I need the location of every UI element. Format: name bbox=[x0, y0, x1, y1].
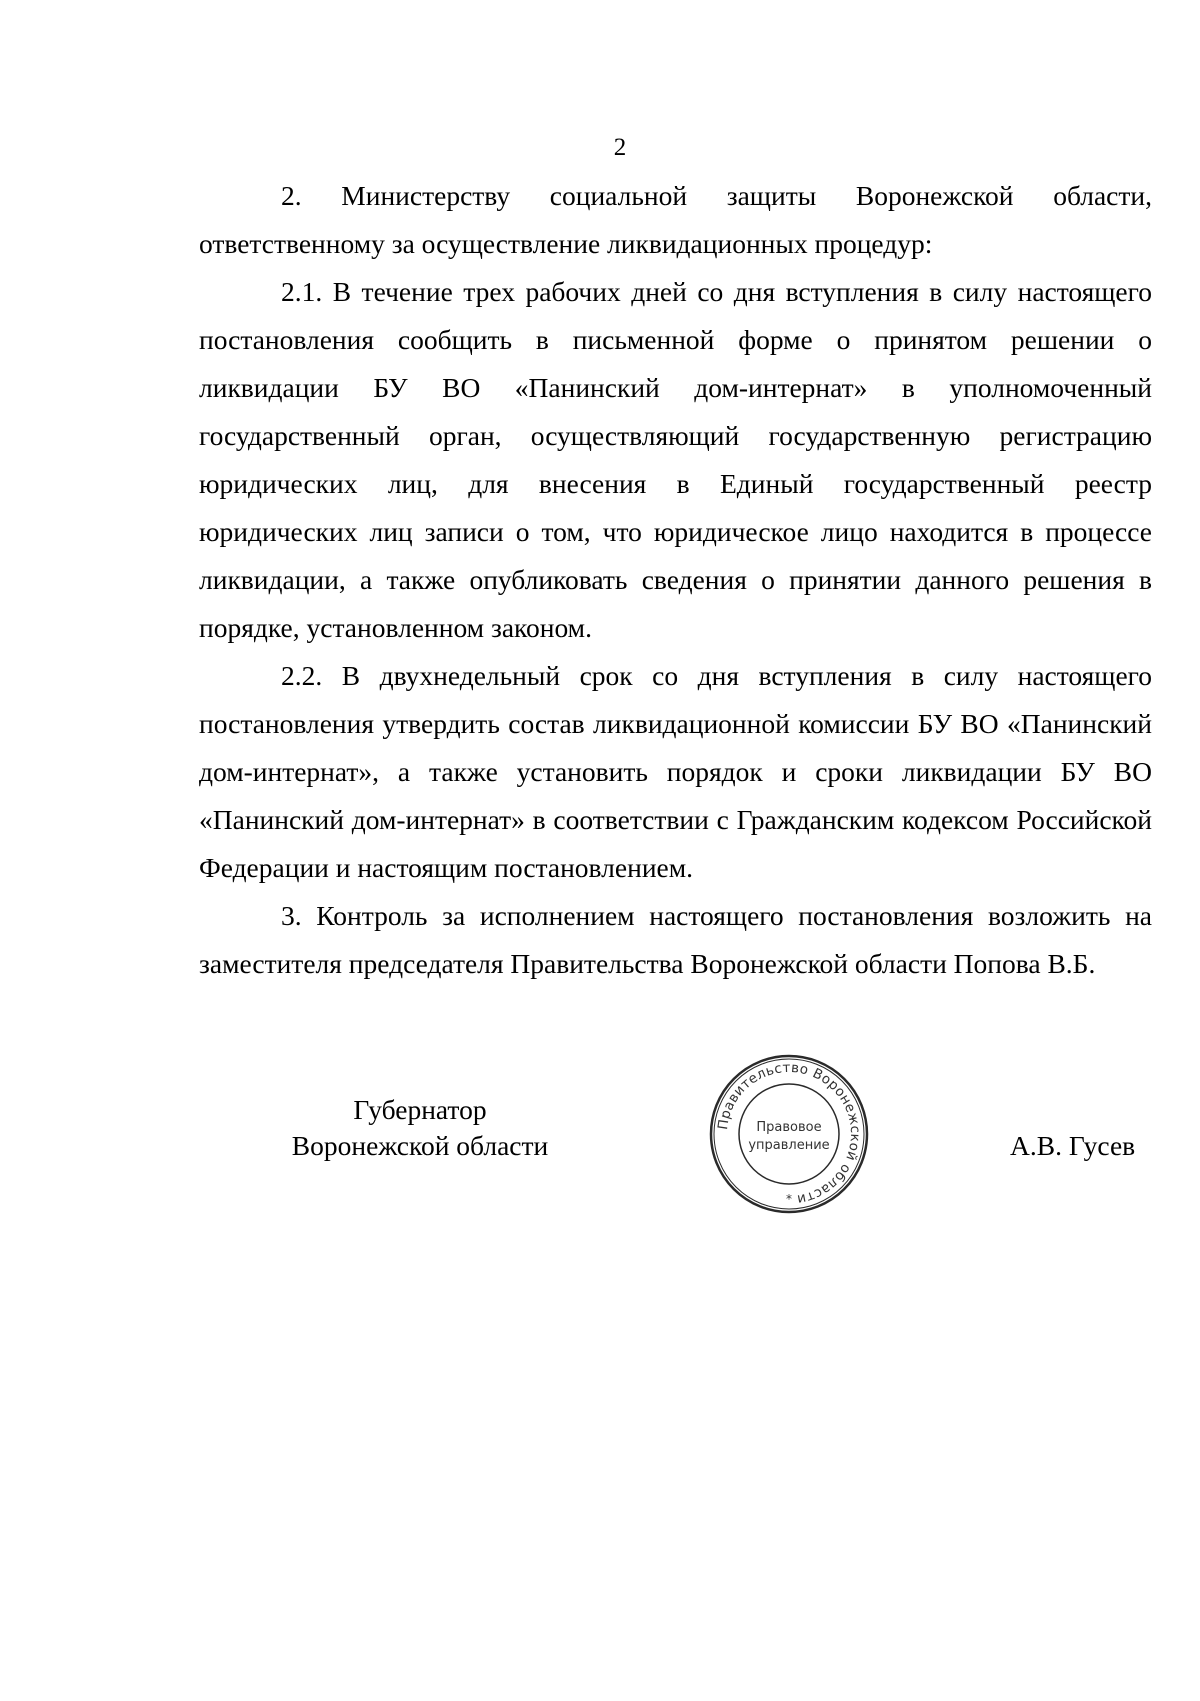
paragraph-2-2: 2.2. В двухнедельный срок со дня вступления в силу настоящего постановления утвердить состав ликвидационной комиссии БУ ВО «Панинский дом-интернат», а также установить порядок и сроки ликвидации БУ ВО «Панинский дом-интернат» в соответствии с Гражданским кодексом Российской Федерации и настоящим постановлением. bbox=[199, 660, 1152, 883]
stamp-outer-text: Правительство Воронежской области bbox=[715, 1059, 864, 1208]
page-number: 2 bbox=[613, 134, 627, 161]
stamp-inner-line-1: Правовое bbox=[756, 1120, 822, 1135]
paragraph-2: 2. Министерству социальной защиты Воронежской области, ответственному за осуществление ликвидационных процедур: bbox=[199, 180, 1152, 259]
stamp-seal-icon bbox=[708, 1053, 870, 1215]
official-stamp bbox=[708, 1053, 870, 1215]
position-line-1: Губернатор bbox=[353, 1094, 487, 1125]
stamp-star: * bbox=[786, 1192, 792, 1206]
position-line-2: Воронежской области bbox=[291, 1130, 549, 1161]
stamp-inner-line-2: управление bbox=[748, 1138, 830, 1153]
signatory-name: А.В. Гусев bbox=[1010, 1130, 1136, 1161]
paragraph-2-1: 2.1. В течение трех рабочих дней со дня вступления в силу настоящего постановления сообщить в письменной форме о принятом решении о ликвидации БУ ВО «Панинский дом-интернат» в уполномоченный государственный орган, осуществляющий государственную регистрацию юридических лиц, для внесения в Единый государственный реестр юридических лиц записи о том, что юридическое лицо находится в процессе ликвидации, а также опубликовать сведения о принятии данного решения в порядке, установленном законом. bbox=[199, 276, 1152, 643]
paragraph-3: 3. Контроль за исполнением настоящего постановления возложить на заместителя председателя Правительства Воронежской области Попова В.Б. bbox=[199, 900, 1152, 979]
document-body bbox=[199, 172, 1152, 988]
signatory-position bbox=[270, 1092, 570, 1164]
